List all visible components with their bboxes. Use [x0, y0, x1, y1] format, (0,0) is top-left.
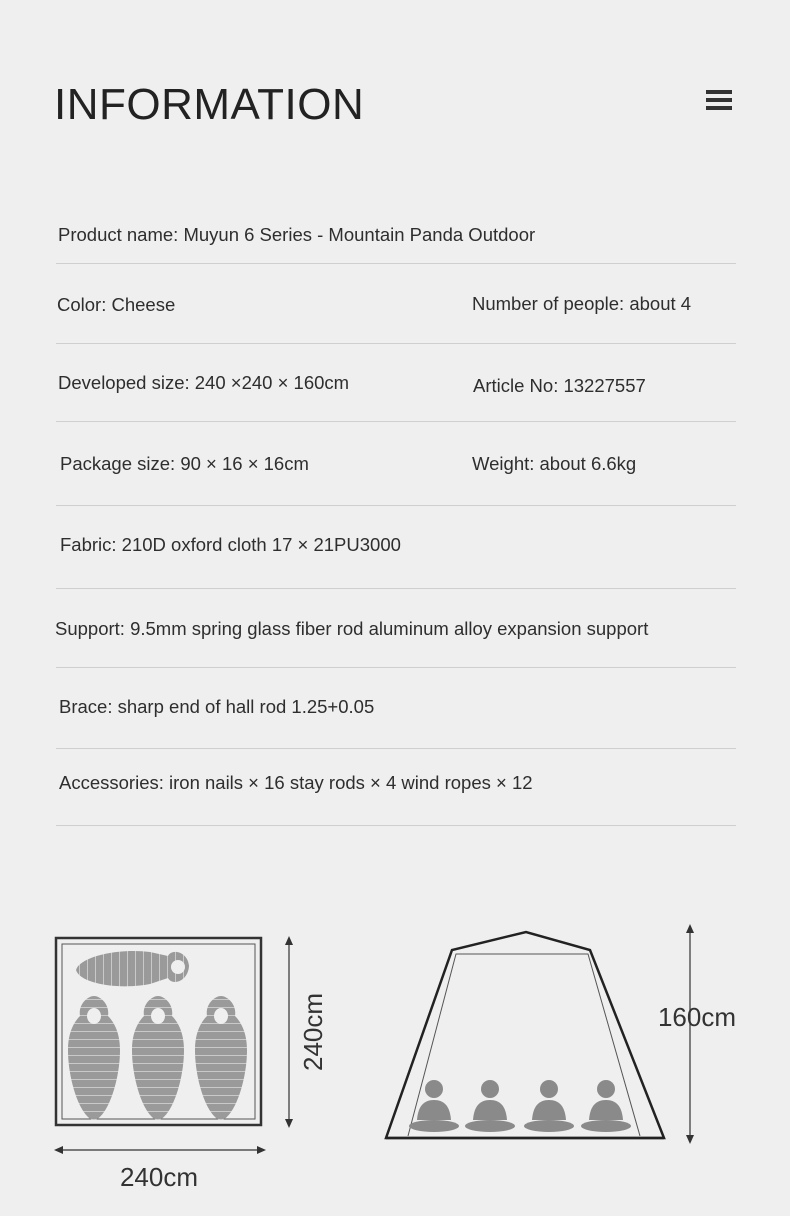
divider — [56, 343, 736, 344]
divider — [56, 588, 736, 589]
tent-dimension-diagram — [0, 900, 790, 1216]
person-icon — [581, 1080, 631, 1132]
dimension-arrow — [686, 924, 694, 1144]
page-title: INFORMATION — [54, 80, 365, 129]
spec-support: Support: 9.5mm spring glass fiber rod aluminum alloy expansion support — [55, 618, 649, 639]
spec-product-name: Product name: Muyun 6 Series - Mountain Panda Outdoor — [58, 224, 536, 245]
sleeping-bag-icon — [195, 996, 247, 1120]
tent-height-label: 160cm — [657, 1002, 737, 1032]
spec-article-no: Article No: 13227557 — [473, 375, 646, 396]
spec-fabric: Fabric: 210D oxford cloth 17 × 21PU3000 — [60, 534, 401, 555]
sleeping-bag-icon — [76, 951, 189, 986]
person-icon — [409, 1080, 459, 1132]
divider — [56, 263, 736, 264]
floor-width-label: 240cm — [119, 1162, 199, 1192]
spec-weight: Weight: about 6.6kg — [472, 453, 637, 474]
hamburger-menu-icon[interactable] — [706, 90, 732, 114]
spec-accessories: Accessories: iron nails × 16 stay rods × 4 wind ropes × 12 — [59, 772, 533, 793]
divider — [56, 667, 736, 668]
divider — [56, 505, 736, 506]
spec-developed-size: Developed size: 240 ×240 × 160cm — [58, 372, 350, 393]
divider — [56, 825, 736, 826]
person-icon — [524, 1080, 574, 1132]
sleeping-bag-icon — [68, 996, 120, 1120]
spec-people: Number of people: about 4 — [472, 293, 692, 314]
divider — [56, 748, 736, 749]
spec-brace: Brace: sharp end of hall rod 1.25+0.05 — [59, 696, 375, 717]
sleeping-bag-icon — [132, 996, 184, 1120]
person-icon — [465, 1080, 515, 1132]
spec-package-size: Package size: 90 × 16 × 16cm — [60, 453, 309, 474]
divider — [56, 421, 736, 422]
floor-plan — [56, 938, 261, 1125]
floor-depth-label: 240cm — [298, 992, 328, 1072]
spec-color: Color: Cheese — [57, 294, 176, 315]
